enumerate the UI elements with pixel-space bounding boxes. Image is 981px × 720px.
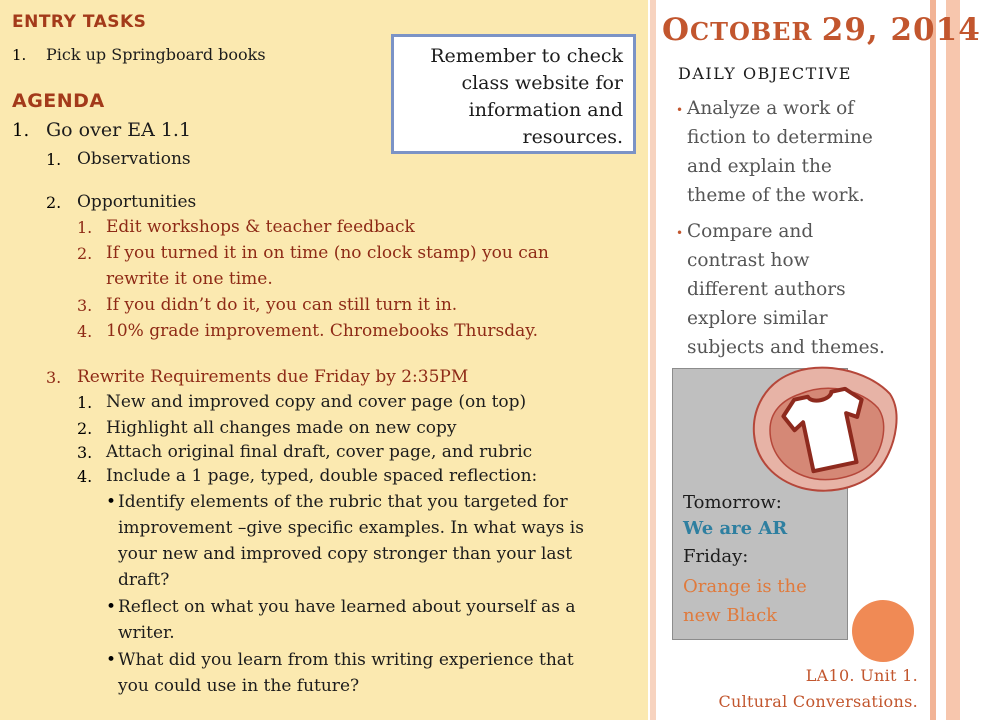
agenda-item-number: 1. [12,120,30,141]
sub-item-rewrite-requirements: Rewrite Requirements due Friday by 2:35PM [77,367,469,387]
requirement-number: 4. [77,467,93,486]
tomorrow-value: We are AR [683,518,788,539]
sub-item-number: 3. [46,368,62,387]
opportunity-number: 3. [77,296,93,315]
objective-line: Compare and [687,221,814,242]
page-title [662,12,981,48]
opportunity-item: If you didn’t do it, you can still turn it in. [106,295,458,315]
opportunity-number: 2. [77,244,93,263]
requirement-item: Include a 1 page, typed, double spaced reflection: [106,466,538,486]
opportunity-number: 4. [77,322,93,341]
unit-footer-line: LA10. Unit 1. [805,666,918,685]
objective-line: explore similar [687,308,828,329]
objective-line: subjects and themes. [687,337,885,358]
requirement-item: New and improved copy and cover page (on top) [106,392,527,412]
bullet-marker: • [106,597,117,617]
objective-bullet [687,217,885,362]
bullet-marker: • [106,492,117,512]
t-shirt-icon [750,364,900,499]
bullet-marker: • [676,103,684,117]
website-reminder-box [391,34,636,154]
reflection-bullet-cont: your new and improved copy stronger than your last [118,544,573,564]
opportunity-item: If you turned it in on time (no clock stamp) you can [106,243,549,263]
reflection-bullet: What did you learn from this writing experience that [118,650,574,670]
reminder-line: class website for [461,72,623,94]
reminder-line: resources. [522,126,623,148]
sub-item-number: 2. [46,193,62,212]
tomorrow-label: Tomorrow: [683,492,782,513]
decorative-circle [852,600,914,662]
reminder-line: information and [468,99,623,121]
requirement-item: Highlight all changes made on new copy [106,418,457,438]
reflection-bullet: Reflect on what you have learned about yourself as a [118,597,576,617]
friday-value: Orange is the [683,576,807,597]
bullet-marker: • [676,226,684,240]
requirement-item: Attach original final draft, cover page, and rubric [106,442,533,462]
reflection-bullet: Identify elements of the rubric that you targeted for [118,492,568,512]
agenda-item-ea: Go over EA 1.1 [46,119,192,141]
opportunity-item: 10% grade improvement. Chromebooks Thursday. [106,321,539,341]
requirement-number: 3. [77,443,93,462]
friday-label: Friday: [683,546,749,567]
objective-line: Analyze a work of [687,98,855,119]
objective-line: fiction to determine [687,127,873,148]
sub-item-opportunities: Opportunities [77,192,197,212]
daily-objective-heading: DAILY OBJECTIVE [678,64,852,83]
sub-item-number: 1. [46,150,62,169]
reflection-bullet-cont: draft? [118,570,170,590]
objective-line: different authors [687,279,846,300]
entry-tasks-heading: ENTRY TASKS [12,12,147,32]
bullet-marker: • [106,650,117,670]
objective-line: theme of the work. [687,185,865,206]
requirement-number: 1. [77,393,93,412]
date-day-year: 29, 2014 [821,12,981,48]
date-month-rest: CTOBER [690,17,813,46]
reflection-bullet-cont: you could use in the future? [118,676,360,696]
sub-item-observations: Observations [77,149,191,169]
opportunity-item-cont: rewrite it one time. [106,269,273,289]
objective-line: and explain the [687,156,832,177]
entry-task-item: Pick up Springboard books [46,45,266,64]
unit-footer-line: Cultural Conversations. [718,692,918,711]
reflection-bullet-cont: improvement –give specific examples. In what ways is [118,518,584,538]
decorative-stripe [650,0,656,720]
agenda-heading: AGENDA [12,90,105,112]
objective-line: contrast how [687,250,810,271]
objective-bullet [687,94,873,210]
decorative-stripe [946,0,960,720]
decorative-stripe [936,0,946,720]
date-initial: O [662,12,691,48]
opportunity-item: Edit workshops & teacher feedback [106,217,415,237]
requirement-number: 2. [77,419,93,438]
opportunity-number: 1. [77,218,93,237]
entry-task-number: 1. [12,46,27,64]
reflection-bullet-cont: writer. [118,623,175,643]
reminder-line: Remember to check [430,45,623,67]
friday-value-cont: new Black [683,605,778,626]
